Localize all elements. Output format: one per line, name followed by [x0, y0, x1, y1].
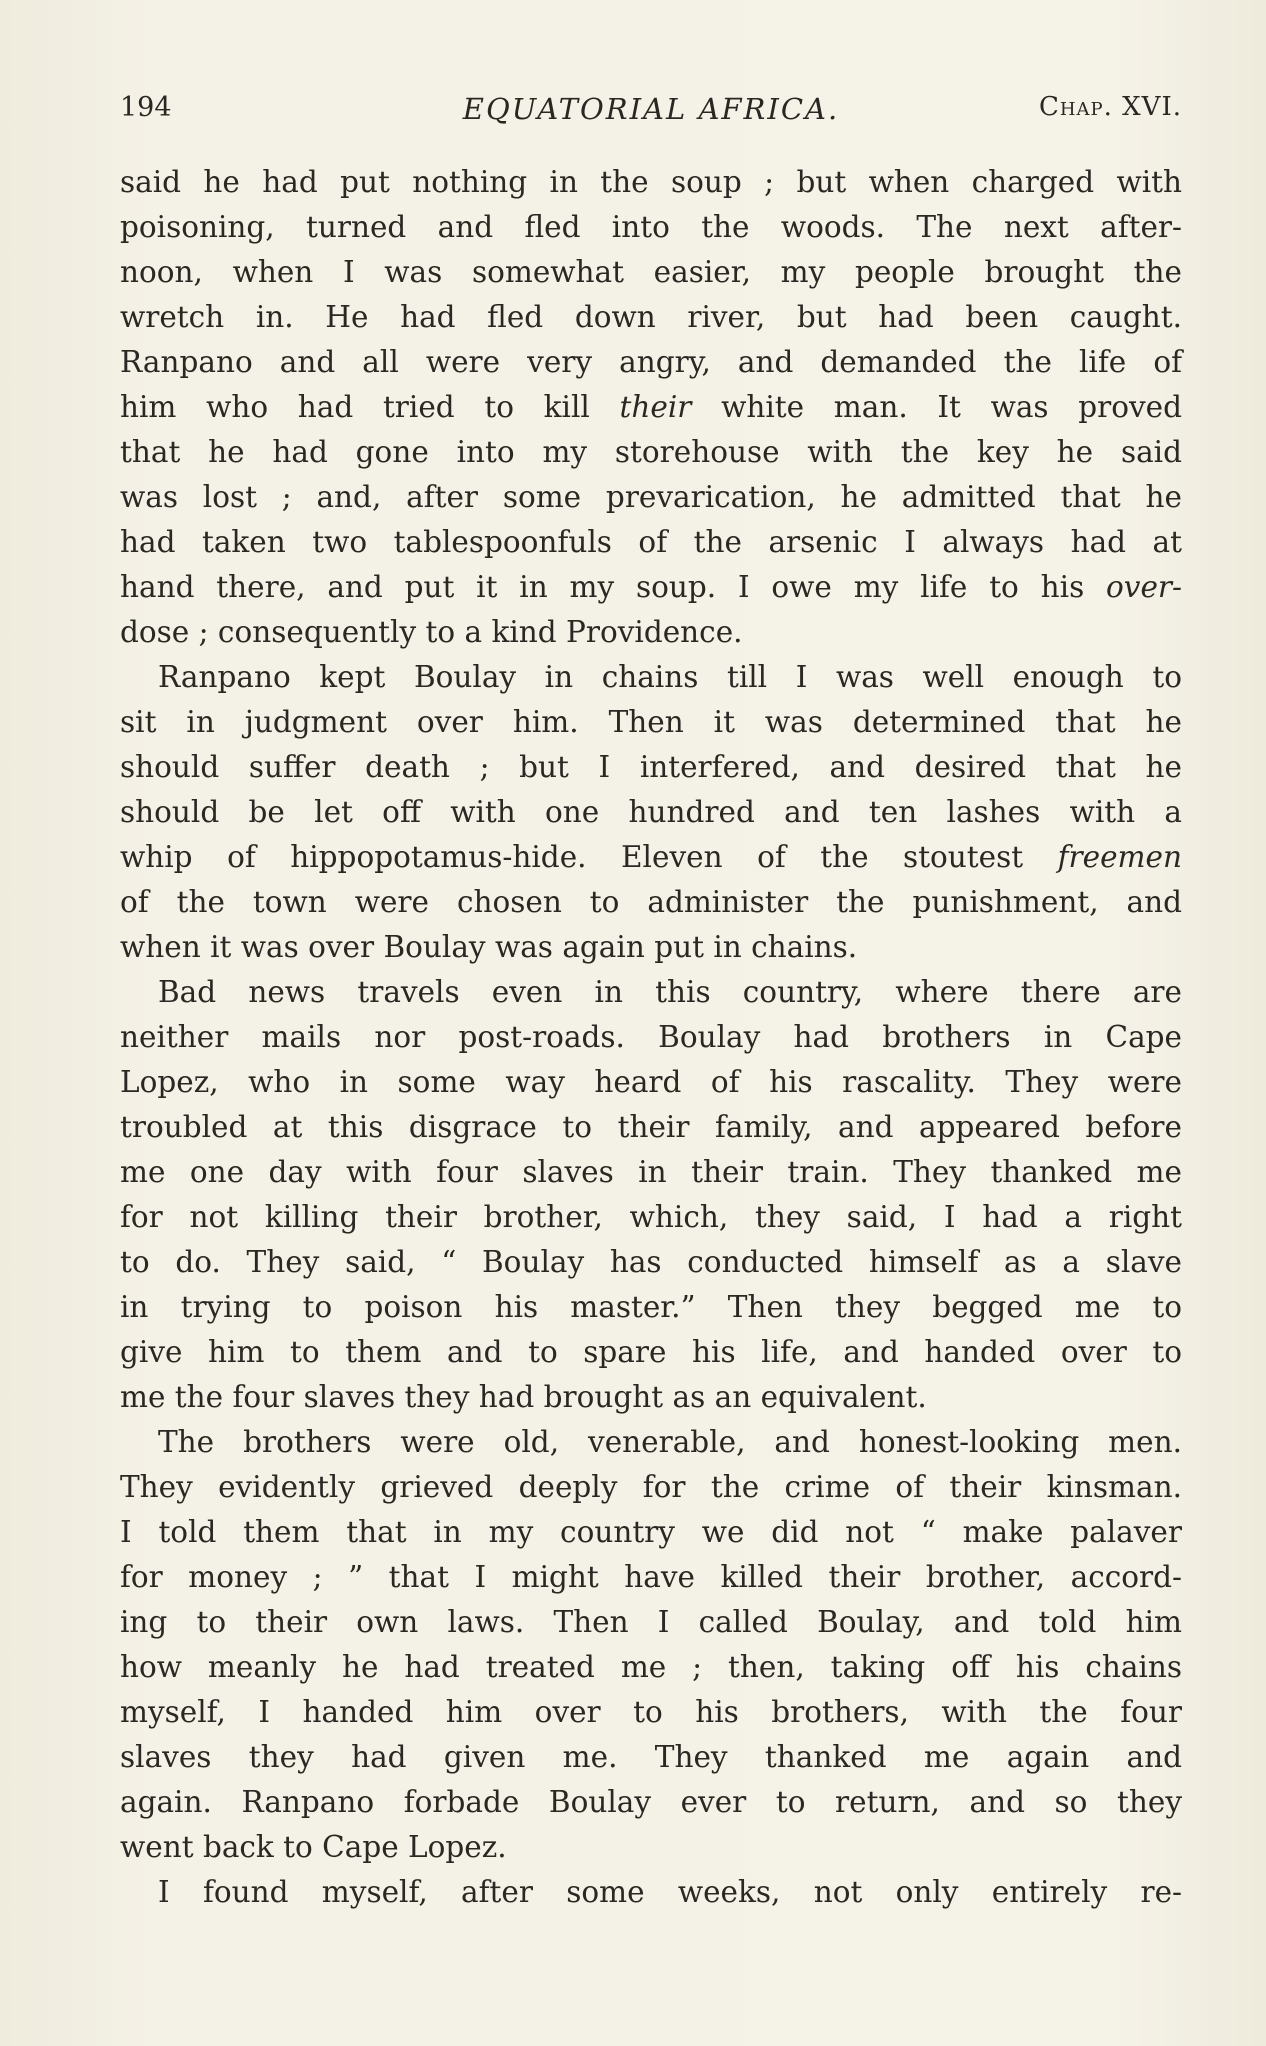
text-line: I told them that in my country we did not “ make palaver: [120, 1515, 1182, 1549]
text-line: again. Ranpano forbade Boulay ever to return, and so they: [120, 1785, 1182, 1819]
text-line: The brothers were old, venerable, and honest-looking men.: [158, 1425, 1182, 1459]
text-line: noon, when I was somewhat easier, my people brought the: [120, 255, 1182, 289]
text-line: poisoning, turned and fled into the woods. The next after-: [120, 210, 1182, 244]
running-title: EQUATORIAL AFRICA.: [462, 92, 840, 126]
text-line: how meanly he had treated me ; then, taking off his chains: [120, 1650, 1182, 1684]
italic-word: over-: [1106, 570, 1182, 604]
text-line: neither mails nor post-roads. Boulay had brothers in Cape: [120, 1020, 1182, 1054]
text-line: sit in judgment over him. Then it was determined that he: [120, 705, 1182, 739]
text-line: for not killing their brother, which, they said, I had a right: [120, 1200, 1182, 1234]
chapter-label: Chap. XVI.: [1038, 92, 1182, 122]
italic-word: their: [619, 390, 692, 424]
text-line: went back to Cape Lopez.: [120, 1830, 507, 1864]
text-line: of the town were chosen to administer the punishment, and: [120, 885, 1182, 919]
page-number: 194: [120, 92, 172, 123]
text-line: I found myself, after some weeks, not only entirely re-: [158, 1875, 1182, 1909]
text-line: when it was over Boulay was again put in chains.: [120, 930, 858, 964]
text-line: me the four slaves they had brought as an equivalent.: [120, 1380, 927, 1414]
text-line: Ranpano and all were very angry, and demanded the life of: [120, 345, 1182, 379]
text-line: Bad news travels even in this country, where there are: [158, 975, 1182, 1009]
text-line: whip of hippopotamus-hide. Eleven of the stoutest freemen: [120, 840, 1182, 874]
text-line: ing to their own laws. Then I called Boulay, and told him: [120, 1605, 1182, 1639]
text-line: give him to them and to spare his life, and handed over to: [120, 1335, 1182, 1369]
text-line: had taken two tablespoonfuls of the arsenic I always had at: [120, 525, 1182, 559]
text-line: troubled at this disgrace to their family, and appeared before: [120, 1110, 1182, 1144]
text-line: They evidently grieved deeply for the crime of their kinsman.: [120, 1470, 1182, 1504]
text-line: in trying to poison his master.” Then they begged me to: [120, 1290, 1182, 1324]
text-line: hand there, and put it in my soup. I owe my life to his over-: [120, 570, 1182, 604]
italic-word: freemen: [1057, 840, 1182, 874]
text-line: Lopez, who in some way heard of his rascality. They were: [120, 1065, 1182, 1099]
text-line: dose ; consequently to a kind Providence.: [120, 615, 743, 649]
text-line: to do. They said, “ Boulay has conducted himself as a slave: [120, 1245, 1182, 1279]
text-line: that he had gone into my storehouse with the key he said: [120, 435, 1182, 469]
text-line: slaves they had given me. They thanked me again and: [120, 1740, 1182, 1774]
text-line: should be let off with one hundred and ten lashes with a: [120, 795, 1182, 829]
text-line: him who had tried to kill their white man. It was proved: [120, 390, 1182, 424]
text-line: Ranpano kept Boulay in chains till I was well enough to: [158, 660, 1182, 694]
text-line: should suffer death ; but I interfered, and desired that he: [120, 750, 1182, 784]
running-header: [120, 92, 1182, 136]
text-line: me one day with four slaves in their train. They thanked me: [120, 1155, 1182, 1189]
text-line: said he had put nothing in the soup ; but when charged with: [120, 165, 1182, 199]
text-line: myself, I handed him over to his brothers, with the four: [120, 1695, 1182, 1729]
text-line: for money ; ” that I might have killed their brother, accord-: [120, 1560, 1182, 1594]
text-line: wretch in. He had fled down river, but had been caught.: [120, 300, 1182, 334]
body-text: [120, 160, 1182, 1915]
text-line: was lost ; and, after some prevarication, he admitted that he: [120, 480, 1182, 514]
